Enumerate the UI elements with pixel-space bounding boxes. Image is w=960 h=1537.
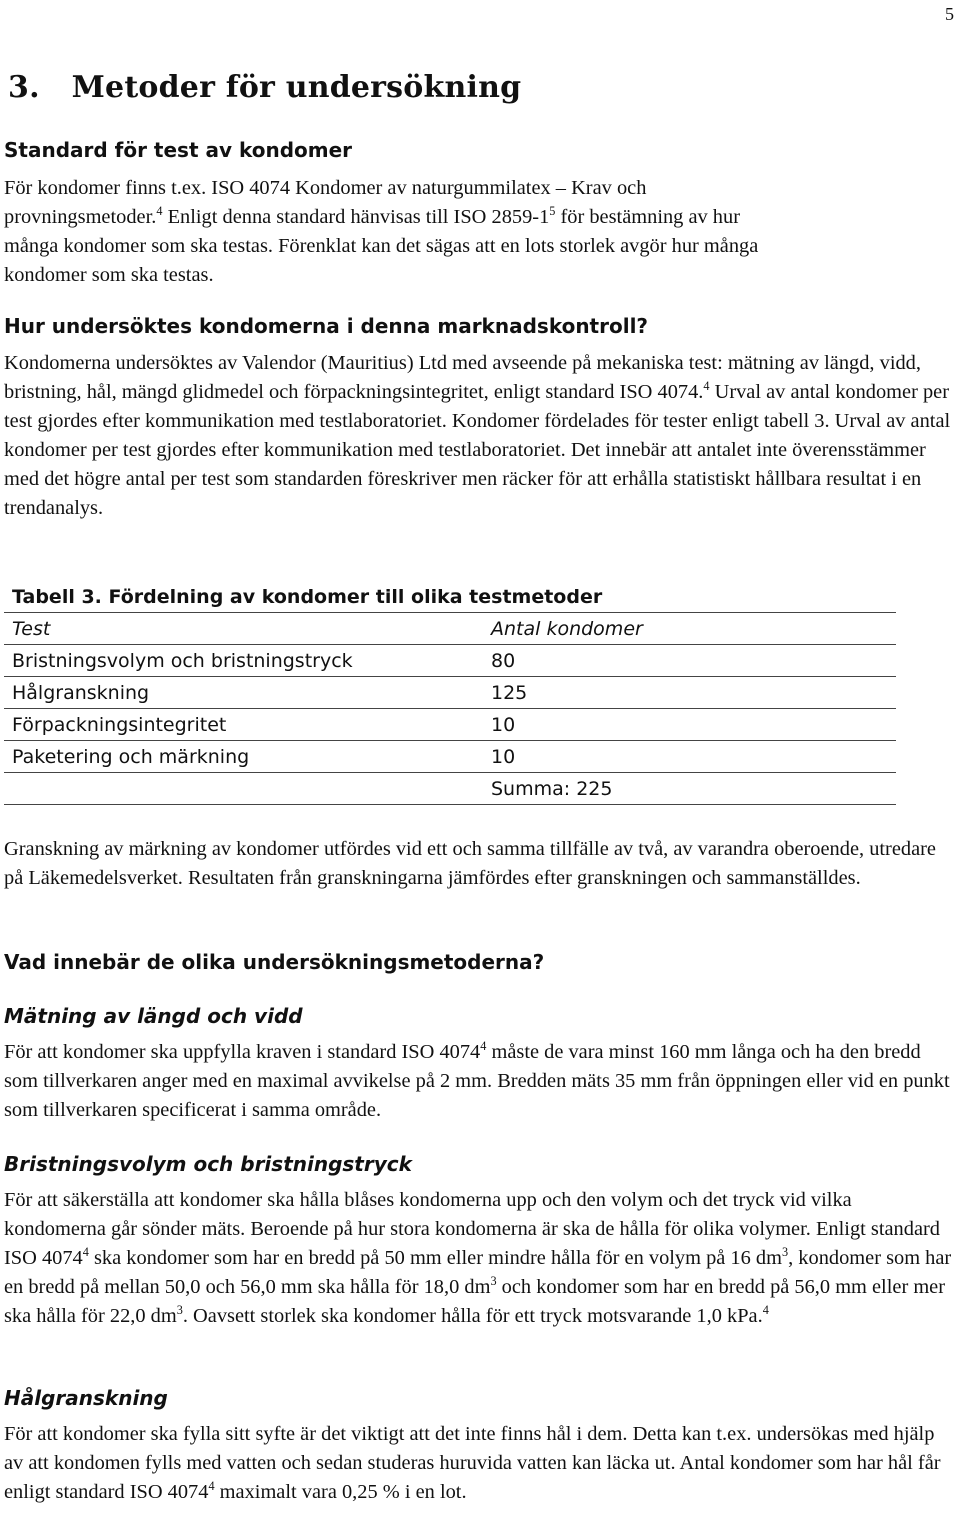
superscript: 3 [781,1245,789,1260]
table-total-row [4,773,896,805]
superscript: 3 [490,1274,497,1289]
table-header-count: Antal kondomer [491,618,643,640]
holes-paragraph [4,1420,954,1507]
table-cell-test: Bristningsvolym och bristningstryck [12,650,353,672]
footnote-ref: 4 [208,1479,215,1494]
table-row [4,741,896,773]
length-text-b: måste de vara minst 160 mm långa och ha den bredd som tillverkaren anger med en maximal avvikelse på 2 mm. Bredden mäts 35 mm från öppningen eller vid en punkt som tillverkaren specificerat i samma område. [4,1041,950,1121]
how-paragraph [4,349,954,523]
superscript: 3 [176,1303,183,1318]
standard-line-2c: för bestämning av hur [555,206,740,228]
table-cell-count: 125 [491,682,528,704]
footnote-ref: 4 [703,379,710,394]
table-cell-count: 10 [491,746,516,768]
section-heading-how: Hur undersöktes kondomerna i denna marknadskontroll? [4,314,649,338]
table-row [4,677,896,709]
length-paragraph [4,1038,954,1125]
section-heading-standard: Standard för test av kondomer [4,138,353,162]
standard-line-4: kondomer som ska testas. [4,264,214,286]
subsection-heading-length: Mätning av längd och vidd [4,1004,303,1028]
subsection-heading-burst: Bristningsvolym och bristningstryck [4,1152,412,1176]
burst-text-a: För att säkerställa att kondomer ska hålla blåses kondomerna upp och den volym och det tryck vid vilka kondomerna går sönder mäts. Beroende på hur stora kondomerna är ska de hålla för olika volymer. Enligt standard ISO 4074 [4,1189,940,1269]
footnote-ref: 4 [156,204,163,219]
standard-line-1: För kondomer finns t.ex. ISO 4074 Kondomer av naturgummilatex – Krav och [4,177,647,199]
table-row [4,709,896,741]
standard-line-2b: Enligt denna standard hänvisas till ISO 2859-1 [162,206,550,228]
chapter-title: 3. Metoder för undersökning [8,70,522,105]
table-cell-test [4,773,487,804]
footnote-ref: 4 [480,1039,487,1054]
burst-text-b: ska kondomer som har en bredd på 50 mm eller mindre hålla för en volym på 16 dm [88,1247,782,1269]
burst-paragraph [4,1186,954,1331]
footnote-ref: 4 [762,1303,769,1318]
standard-line-3: många kondomer som ska testas. Förenklat kan det sägas att en lots storlek avgör hur många [4,235,759,257]
holes-text-b: maximalt vara 0,25 % i en lot. [214,1481,467,1503]
table-cell-test: Förpackningsintegritet [12,714,227,736]
subsection-heading-holes: Hålgranskning [4,1386,168,1410]
how-text-b: Urval av antal kondomer per test gjordes efter kommunikation med testlaboratoriet. Kondomer fördelades för tester enligt tabell 3. Urval av antal kondomer per test gjordes efter kommunikation med testlaboratoriet. Det innebär att antalet inte överensstämmer med det högre antal per test som standarden föreskriver men räcker för att erhålla statistiskt hållbara resultat i en trendanalys. [4,381,951,519]
footnote-ref: 5 [549,204,556,219]
standard-line-2a: provningsmetoder. [4,206,157,228]
table-caption: Tabell 3. Fördelning av kondomer till olika testmetoder [4,580,896,613]
footnote-ref: 4 [82,1245,89,1260]
length-text-a: För att kondomer ska uppfylla kraven i standard ISO 4074 [4,1041,481,1063]
standard-paragraph [4,174,954,290]
table-cell-test: Paketering och märkning [12,746,250,768]
table-row [4,645,896,677]
burst-text-c: , kondomer som har en bredd på mellan 50,0 och 56,0 mm ska hålla för 18,0 dm [4,1247,952,1298]
burst-text-e: . Oavsett storlek ska kondomer hålla för ett tryck motsvarande 1,0 kPa. [182,1305,763,1327]
table-cell-total: Summa: 225 [491,778,613,800]
how-text-a: Kondomerna undersöktes av Valendor (Mauritius) Ltd med avseende på mekaniska test: mätning av längd, vidd, bristning, hål, mängd glidmedel och förpackningsintegritet, enligt standard ISO 4074. [4,352,921,403]
table-cell-count: 10 [491,714,516,736]
granskning-paragraph: Granskning av märkning av kondomer utfördes vid ett och samma tillfälle av två, av varandra oberoende, utredare på Läkemedelsverket. Resultaten från granskningarna jämfördes efter granskningen och sammanställdes. [4,838,936,889]
distribution-table [4,580,896,805]
section-heading-methods: Vad innebär de olika undersökningsmetoderna? [4,950,545,974]
table-header-row [4,613,896,645]
table-cell-count: 80 [491,650,516,672]
burst-text-d: och kondomer som har en bredd på 56,0 mm eller mer ska hålla för 22,0 dm [4,1276,946,1327]
table-header-test: Test [12,618,51,640]
table-cell-test: Hålgranskning [12,682,150,704]
page-number: 5 [945,4,954,24]
holes-text-a: För att kondomer ska fylla sitt syfte är det viktigt att det inte finns hål i dem. Detta kan t.ex. undersökas med hjälp av att kondomen fylls med vatten och sedan studeras huruvida vatten kan läcka ut. Antal kondomer som har hål får enligt standard ISO 4074 [4,1423,941,1503]
